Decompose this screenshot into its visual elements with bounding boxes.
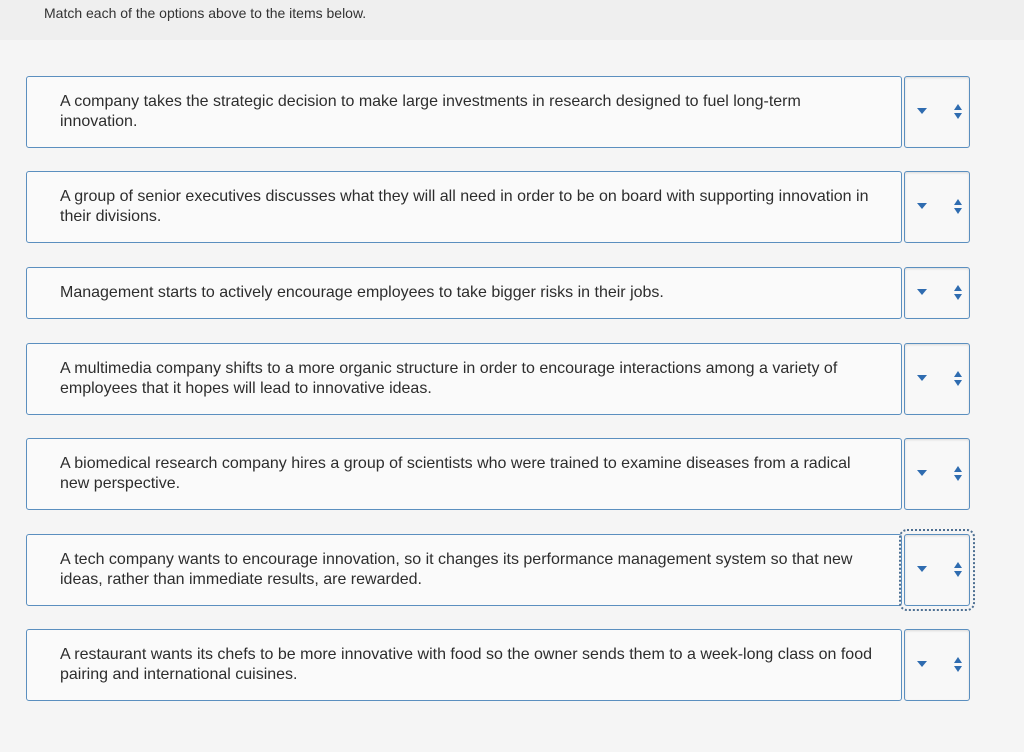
chevron-down-icon[interactable] (917, 108, 927, 114)
item-box (26, 171, 902, 243)
up-down-arrows-icon[interactable] (954, 371, 962, 387)
chevron-down-icon[interactable] (917, 566, 927, 572)
match-row (26, 629, 970, 701)
match-row (26, 534, 970, 606)
up-down-arrows-icon[interactable] (954, 199, 962, 215)
up-down-arrows-icon[interactable] (954, 285, 962, 301)
match-row (26, 76, 970, 148)
chevron-down-icon[interactable] (917, 289, 927, 295)
item-text: Management starts to actively encourage employees to take bigger risks in their jobs. (60, 284, 664, 301)
answer-select-box[interactable] (904, 76, 970, 148)
answer-select[interactable] (904, 438, 970, 510)
answer-select-box[interactable] (904, 267, 970, 319)
instruction-text: Match each of the options above to the items below. (44, 5, 367, 21)
match-row (26, 267, 970, 319)
item-box (26, 76, 902, 148)
item-box (26, 438, 902, 510)
match-row (26, 171, 970, 243)
up-down-arrows-icon[interactable] (954, 562, 962, 578)
item-box (26, 629, 902, 701)
item-box (26, 534, 902, 606)
answer-select[interactable] (904, 267, 970, 319)
chevron-down-icon[interactable] (917, 661, 927, 667)
item-text: A restaurant wants its chefs to be more innovative with food so the owner sends them to a week-long class on food pairing and international cuisines. (60, 646, 872, 683)
answer-select[interactable] (904, 76, 970, 148)
item-text: A tech company wants to encourage innovation, so it changes its performance management system so that new ideas, rather than immediate results, are rewarded. (60, 551, 853, 588)
answer-select[interactable] (904, 629, 970, 701)
item-text: A multimedia company shifts to a more organic structure in order to encourage interactions among a variety of employees that it hopes will lead to innovative ideas. (60, 360, 838, 397)
item-box (26, 343, 902, 415)
chevron-down-icon[interactable] (917, 470, 927, 476)
matching-list (0, 40, 1024, 752)
answer-select[interactable] (904, 343, 970, 415)
answer-select-box[interactable] (904, 438, 970, 510)
up-down-arrows-icon[interactable] (954, 466, 962, 482)
answer-select-box[interactable] (904, 534, 970, 606)
item-text: A group of senior executives discusses what they will all need in order to be on board with supporting innovation in their divisions. (60, 188, 869, 225)
chevron-down-icon[interactable] (917, 375, 927, 381)
item-text: A biomedical research company hires a group of scientists who were trained to examine diseases from a radical new perspective. (60, 455, 851, 492)
answer-select[interactable] (904, 534, 970, 606)
instruction-bar (0, 0, 1024, 40)
up-down-arrows-icon[interactable] (954, 104, 962, 120)
up-down-arrows-icon[interactable] (954, 657, 962, 673)
answer-select-box[interactable] (904, 629, 970, 701)
answer-select-box[interactable] (904, 343, 970, 415)
chevron-down-icon[interactable] (917, 203, 927, 209)
match-row (26, 438, 970, 510)
item-text: A company takes the strategic decision to make large investments in research designed to fuel long-term innovation. (60, 93, 801, 130)
match-row (26, 343, 970, 415)
answer-select[interactable] (904, 171, 970, 243)
answer-select-box[interactable] (904, 171, 970, 243)
item-box (26, 267, 902, 319)
